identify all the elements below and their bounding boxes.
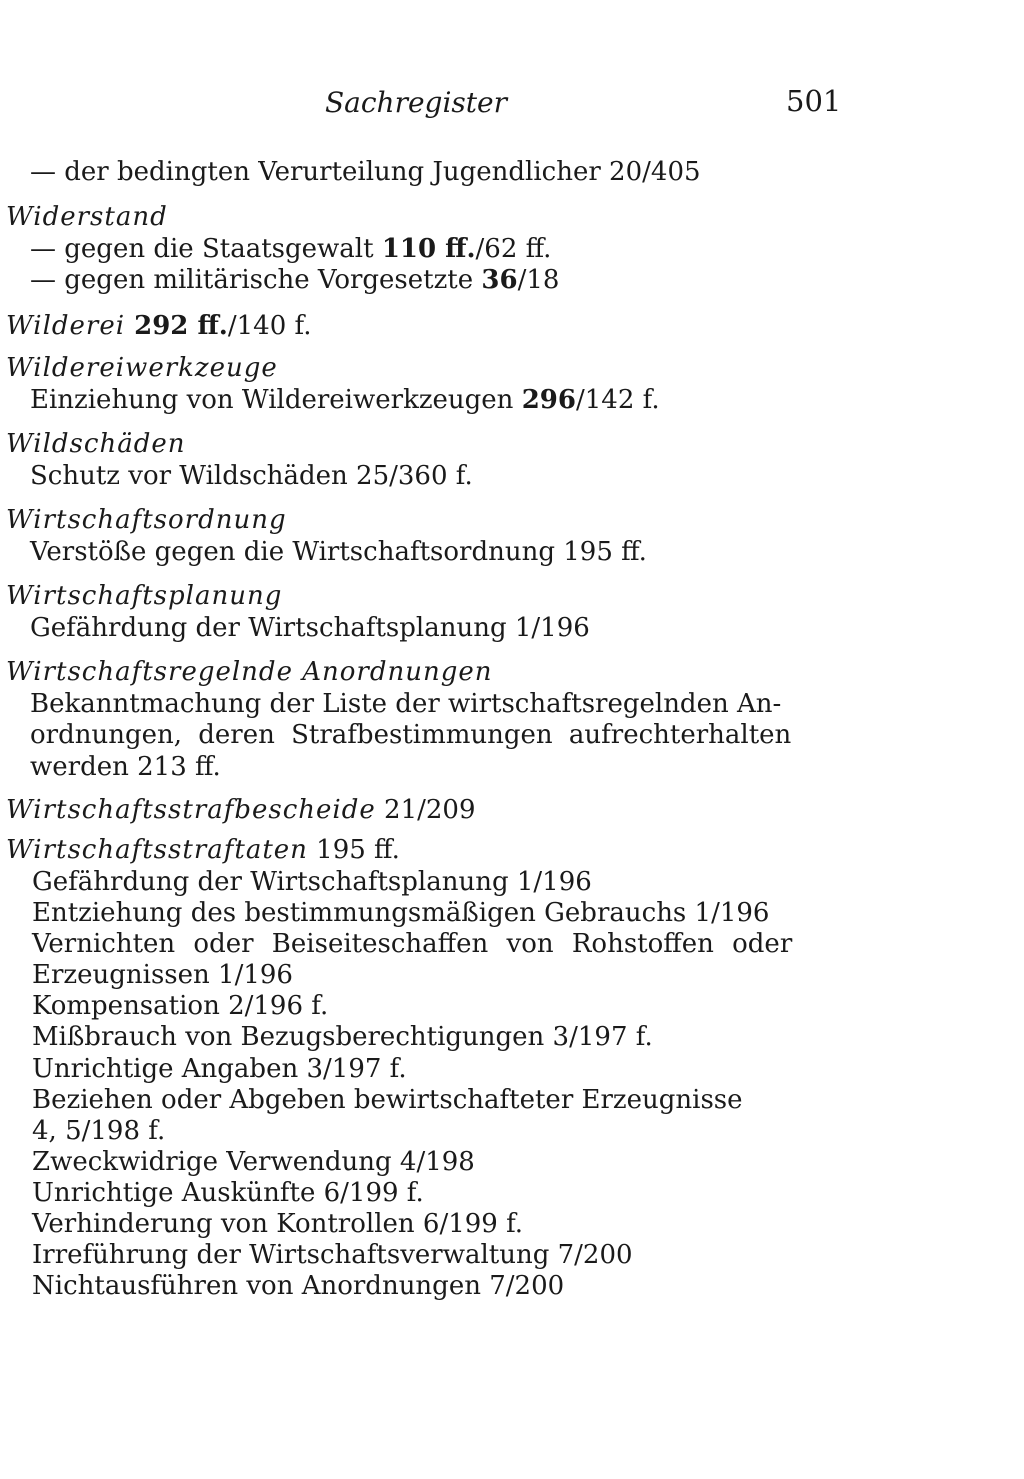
index-subentry: Irreführung der Wirtschaftsverwaltung 7/200 [32,1240,633,1270]
index-heading: Wildereiwerkzeuge [6,353,278,383]
index-subentry: Mißbrauch von Bezugsberechtigungen 3/197 f. [32,1022,653,1052]
index-subentry: Verhinderung von Kontrollen 6/199 f. [32,1209,524,1239]
index-subentry: Gefährdung der Wirtschaftsplanung 1/196 [30,613,590,643]
index-subentry: Beziehen oder Abgeben bewirtschafteter Erzeugnisse [32,1085,743,1115]
index-subentry: — gegen militärische Vorgesetzte 36/18 [30,265,560,295]
index-heading: Wirtschaftsregelnde Anordnungen [6,657,493,687]
index-subentry: Kompensation 2/196 f. [32,991,329,1021]
index-heading: Wirtschaftsstrafbescheide 21/209 [6,795,476,825]
index-subentry: Bekanntmachung der Liste der wirtschaftsregelnden An- [30,689,782,719]
index-heading: Wilderei 292 ff./140 f. [6,311,312,341]
index-subentry: Vernichten oder Beiseiteschaffen von Rohstoffen oder [32,929,793,959]
index-subentry: Nichtausführen von Anordnungen 7/200 [32,1271,565,1301]
index-subentry-continued: 4, 5/198 f. [32,1116,166,1146]
index-heading: Wildschäden [6,429,186,459]
running-head-title-text: Sachregister [325,86,507,119]
index-subentry: — gegen die Staatsgewalt 110 ff./62 ff. [30,234,552,264]
index-subentry: Unrichtige Auskünfte 6/199 f. [32,1178,424,1208]
index-heading: Wirtschaftsordnung [6,505,287,535]
index-subentry-continued: Erzeugnissen 1/196 [32,960,293,990]
index-heading: Widerstand [6,202,168,232]
index-subentry: Gefährdung der Wirtschaftsplanung 1/196 [32,867,592,897]
index-subentry: Verstöße gegen die Wirtschaftsordnung 195 ff. [30,537,647,567]
index-subentry-continued: werden 213 ff. [30,752,221,782]
index-heading: Wirtschaftsstraftaten 195 ff. [6,835,400,865]
index-subentry: Schutz vor Wildschäden 25/360 f. [30,461,473,491]
index-subentry: Unrichtige Angaben 3/197 f. [32,1054,407,1084]
page-number: 501 [786,84,842,118]
index-subentry: Entziehung des bestimmungsmäßigen Gebrauchs 1/196 [32,898,770,928]
running-head-title [0,86,840,119]
index-heading: Wirtschaftsplanung [6,581,283,611]
index-subentry: Zweckwidrige Verwendung 4/198 [32,1147,475,1177]
index-subentry: Einziehung von Wildereiwerkzeugen 296/142 f. [30,385,660,415]
index-subentry-continued: ordnungen, deren Strafbestimmungen aufrechterhalten [30,720,792,750]
index-subentry: — der bedingten Verurteilung Jugendlicher 20/405 [30,157,701,187]
